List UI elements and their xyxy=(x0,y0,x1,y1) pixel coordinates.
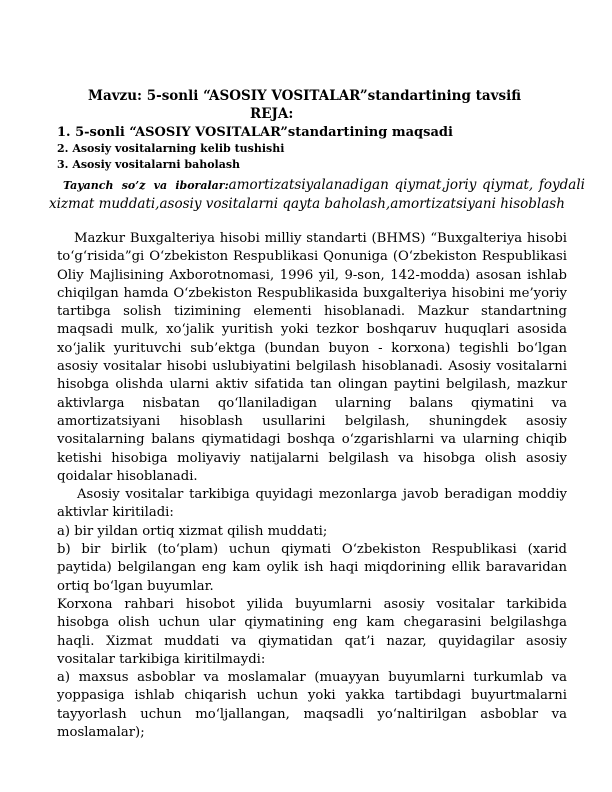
paragraph-criteria: Asosiy vositalar tarkibiga quyidagi mezonlarga javob beradigan moddiy aktivlar kiritiladi: xyxy=(57,487,567,521)
paragraph-exclusions: Korxona rahbari hisobot yilida buyumlarni asosiy vositalar tarkibida hisobga olish uchun ular qiymatining eng kam chegarasini belgilashga haqli. Xizmat muddati va qiymatidan qat’i nazar, quyidagilar asosiy vositalar tarkibiga kiritilmaydi: xyxy=(57,596,567,667)
keywords-block xyxy=(49,176,585,213)
paragraph-intro: Mazkur Buxgalteriya hisobi milliy standarti (BHMS) “Buxgalteriya hisobi to‘g‘risida”gi O‘zbekiston Respublikasi Qonuniga (O‘zbekiston Respublikasi Oliy Majlisining Axborotnomasi, 1996 yil, 9-son, 142-modda) asosan ishlab chiqilgan hamda O‘zbekiston Respublikasida buxgalteriya hisobini me’yoriy tartibga solish tizimining elementi hisoblanadi. Mazkur standartning maqsadi mulk, xo‘jalik yuritish yoki tezkor boshqaruv huquqlari asosida xo‘jalik yurituvchi sub’ektga (bundan buyon - korxona) tegishli bo‘lgan asosiy vositalar hisobi uslubiyatini belgilash hisoblanadi. Asosiy vositalarni hisobga olishda ularni aktiv sifatida tan olingan paytini belgilash, mazkur aktivlarga nisbatan qo‘llaniladigan ularning balans qiymatini va amortizatsiyani hisoblash usullarini belgilash, shuningdek asosiy vositalarning balans qiymatidagi boshqa o‘zgarishlarni va ularning chiqib ketishi hisobiga moliyaviy natijalarni belgilash va hisobga olish asosiy qoidalar hisoblanadi. xyxy=(57,231,567,484)
plan-item-1: 1. 5-sonli “ASOSIY VOSITALAR”standartining maqsadi xyxy=(57,125,453,140)
plan-heading: REJA: xyxy=(250,106,294,122)
keywords-text: amortizatsiyalanadigan qiymat,joriy qiymat, foydali xizmat muddati,asosiy vositalarni qayta baholash,amortizatsiyani hisoblash xyxy=(49,177,585,212)
plan-item-2: 2. Asosiy vositalarning kelib tushishi xyxy=(57,142,285,155)
keywords-label: Tayanch so’z va iboralar: xyxy=(63,179,229,192)
body-text xyxy=(57,230,567,742)
paragraph-exclusion-a: a) maxsus asboblar va moslamalar (muayyan buyumlarni turkumlab va yoppasiga ishlab chiqarish uchun yoki yakka tartibdagi buyurtmalarni tayyorlash uchun mo‘ljallangan, maqsadli yo‘naltirilgan asboblar va moslamalar); xyxy=(57,670,567,741)
plan-item-3: 3. Asosiy vositalarni baholash xyxy=(57,158,241,171)
page-title: Mavzu: 5-sonli “ASOSIY VOSITALAR”standartining tavsifi xyxy=(88,88,522,104)
paragraph-criteria-b: b) bir birlik (to‘plam) uchun qiymati O‘zbekiston Respublikasi (xarid paytida) belgilangan eng kam oylik ish haqi miqdorining ellik baravaridan ortiq bo‘lgan buyumlar. xyxy=(57,542,567,594)
paragraph-criteria-a: a) bir yildan ortiq xizmat qilish muddati; xyxy=(57,523,328,539)
plan-list xyxy=(57,124,453,173)
